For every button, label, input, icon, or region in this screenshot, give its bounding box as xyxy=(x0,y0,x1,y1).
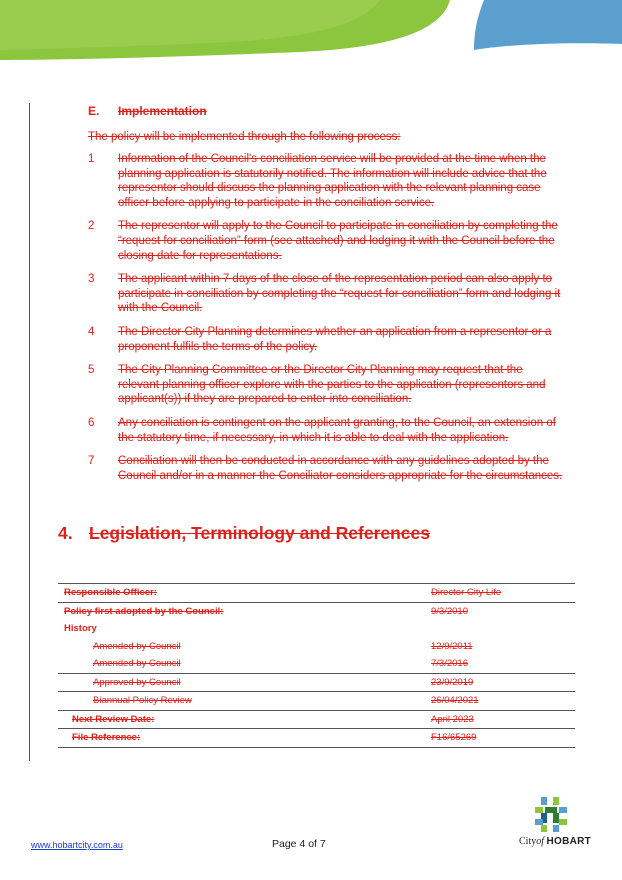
list-item xyxy=(88,454,566,483)
step-text: Information of the Council's conciliation service will be provided at the time when the planning application is statutorily notified. The information will include advice that the representor should discuss the planning application with the relevant planning case officer before applying to participate in the conciliation service. xyxy=(118,153,547,209)
heading-title: Legislation, Terminology and References xyxy=(89,523,431,543)
history-item-date: 26/04/2021 xyxy=(426,692,575,711)
history-item-label: Amended by Council xyxy=(58,655,426,673)
website-link[interactable]: www.hobartcity.com.au xyxy=(31,840,123,850)
list-item xyxy=(88,152,566,210)
step-text: The City Planning Committee or the Director City Planning may request that the relevant planning officer explore with the parties to the application (representors and applicant(s)) if they are prepared to enter into conciliation. xyxy=(118,364,546,406)
step-number: 3 xyxy=(88,273,95,286)
references-heading xyxy=(58,523,430,544)
responsible-officer-label: Responsible Officer: xyxy=(58,584,426,603)
list-item xyxy=(88,416,566,445)
table-row xyxy=(58,638,575,656)
list-item xyxy=(88,219,566,263)
table-row xyxy=(58,729,575,748)
section-heading xyxy=(88,104,207,118)
section-title: Implementation xyxy=(118,104,207,118)
section-letter: E. xyxy=(88,104,100,118)
first-adopted-value: 9/3/2010 xyxy=(431,605,468,617)
responsible-officer-value: Director City Life xyxy=(426,584,575,603)
section-intro: The policy will be implemented through the following process: xyxy=(88,131,401,143)
step-text: The representor will apply to the Council to participate in conciliation by completing the “request for conciliation” form (see attached) and lodging it with the Council before the closing date for representations. xyxy=(118,220,558,262)
table-row xyxy=(58,602,575,620)
history-item-label: Amended by Council xyxy=(93,640,181,652)
change-bar xyxy=(29,103,30,761)
step-number: 1 xyxy=(88,153,95,165)
table-row xyxy=(58,710,575,729)
next-review-label: Next Review Date: xyxy=(58,710,426,729)
table-row xyxy=(58,655,575,673)
logo-city: City xyxy=(519,836,537,847)
heading-number: 4. xyxy=(58,523,73,543)
step-text: Any conciliation is contingent on the applicant granting, to the Council, an extension of the statutory time, if necessary, in which it is able to deal with the application. xyxy=(118,416,556,444)
header-banner xyxy=(0,0,622,60)
step-number: 7 xyxy=(88,455,95,468)
first-adopted-label: Policy first adopted by the Council: xyxy=(64,605,224,617)
table-row xyxy=(58,673,575,692)
step-text: The applicant within 7 days of the close of the representation period can also apply to participate in conciliation by completing the “request for conciliation” form and lodging it with the Council. xyxy=(118,273,561,315)
history-item-label: Biannual Policy Review xyxy=(58,692,426,711)
policy-details-table xyxy=(58,583,575,748)
history-label: History xyxy=(64,623,97,635)
table-row xyxy=(58,584,575,603)
history-item-date: 12/9/2011 xyxy=(431,640,473,652)
step-number: 5 xyxy=(88,364,95,377)
step-number: 2 xyxy=(88,220,95,233)
steps-list xyxy=(88,152,566,492)
history-item-date: 23/9/2019 xyxy=(426,673,575,692)
list-item xyxy=(88,325,566,354)
logo-hobart: HOBART xyxy=(546,836,592,847)
logo-wordmark xyxy=(519,836,591,847)
step-number: 6 xyxy=(88,416,95,429)
file-reference-value: F16/65269 xyxy=(426,729,575,748)
next-review-value: April 2023 xyxy=(426,710,575,729)
step-text: Conciliation will then be conducted in accordance with any guidelines adopted by the Council and/or in a manner the Conciliator considers appropriate for the circumstances. xyxy=(118,455,563,482)
history-item-date: 7/3/2016 xyxy=(426,655,575,673)
logo-of: of xyxy=(536,836,545,847)
table-row xyxy=(58,692,575,711)
step-number: 4 xyxy=(88,325,95,338)
page-number: Page 4 of 7 xyxy=(272,838,326,850)
table-row xyxy=(58,620,575,638)
list-item xyxy=(88,272,566,316)
list-item xyxy=(88,363,566,407)
file-reference-label: File Reference: xyxy=(58,729,426,748)
step-text: The Director City Planning determines whether an application from a representor or a proponent fulfils the terms of the policy. xyxy=(118,325,552,353)
history-item-label: Approved by Council xyxy=(58,673,426,692)
